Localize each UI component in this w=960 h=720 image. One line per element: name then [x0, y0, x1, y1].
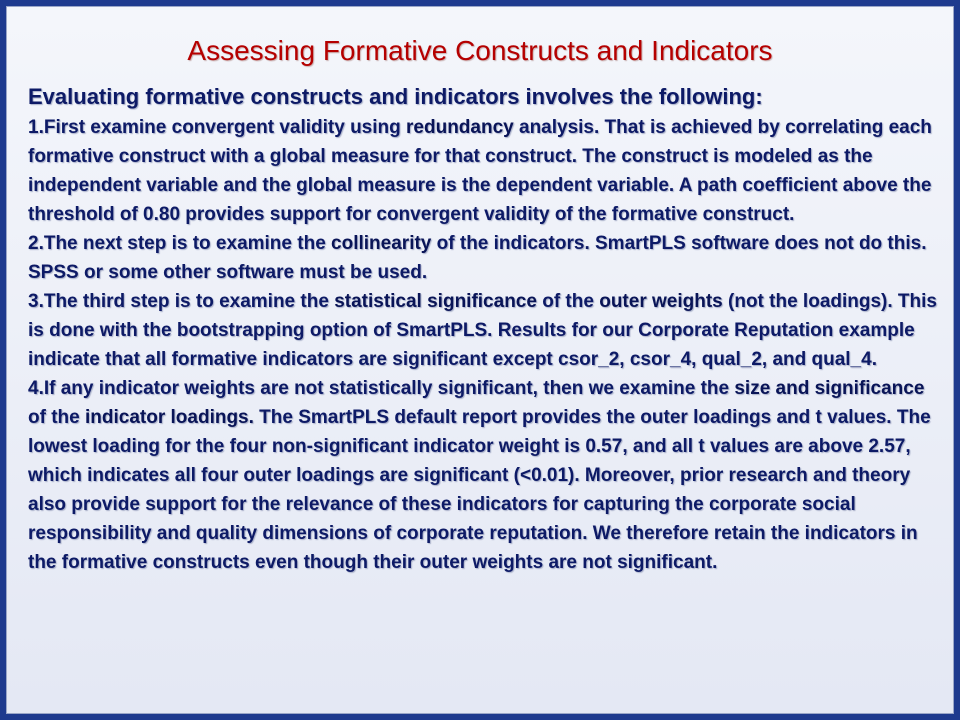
item-3-text-b: of the	[536, 291, 600, 312]
item-1-text-a: 1.First examine convergent validity using	[28, 117, 407, 138]
list-item-1	[28, 113, 940, 229]
slide-body	[28, 83, 940, 577]
slide-title: Assessing Formative Constructs and Indicators	[187, 35, 773, 66]
item-3-text-a: 3.The third step is to examine the	[28, 291, 335, 312]
item-4-text-b: of the	[28, 407, 85, 428]
slide-heading: Evaluating formative constructs and indicators involves the following:	[28, 84, 763, 109]
item-3-text-c: (not the loadings). This is done with the bootstrapping option of SmartPLS. Results for our Corporate Reputation example indicate that all formative indicators are significant except csor_2, csor_4, qual_2, and qual_4.	[28, 291, 937, 370]
list-item-3	[28, 287, 940, 374]
item-3-keyword-outer-weights: outer weights	[599, 291, 723, 312]
list-item-4	[28, 374, 940, 577]
item-1-keyword-redundancy: redundancy	[406, 117, 514, 138]
slide	[6, 6, 954, 714]
list-item-2	[28, 229, 940, 287]
item-2-keyword-collinearity: collinearity	[331, 233, 432, 254]
item-4-text-a: 4.If any indicator weights are not statistically significant, then we examine the	[28, 378, 735, 399]
item-1-text-b: analysis. That is achieved by correlating each formative construct with a global measure for that construct. The construct is modeled as the independent variable and the global measure is the dependent variable. A path coefficient above the threshold of 0.80 provides support for convergent validity of the formative construct.	[28, 117, 932, 225]
item-2-text-b: of the indicators. SmartPLS software does not do this. SPSS or some other software must be used.	[28, 233, 927, 283]
item-2-text-a: 2.The next step is to examine the	[28, 233, 332, 254]
item-4-keyword-indicator-loadings: indicator loadings.	[85, 407, 254, 428]
item-3-keyword-statistical-significance: statistical significance	[334, 291, 537, 312]
item-4-keyword-size-and-significance: size and significance	[734, 378, 925, 399]
item-4-text-c: The SmartPLS default report provides the outer loadings and t values. The lowest loading for the four non-significant indicator weight is 0.57, and all t values are above 2.57, which indicates all four outer loadings are significant (<0.01). Moreover, prior research and theory also provide support for the relevance of these indicators for capturing the corporate social responsibility and quality dimensions of corporate reputation. We therefore retain the indicators in the formative constructs even though their outer weights are not significant.	[28, 407, 931, 573]
